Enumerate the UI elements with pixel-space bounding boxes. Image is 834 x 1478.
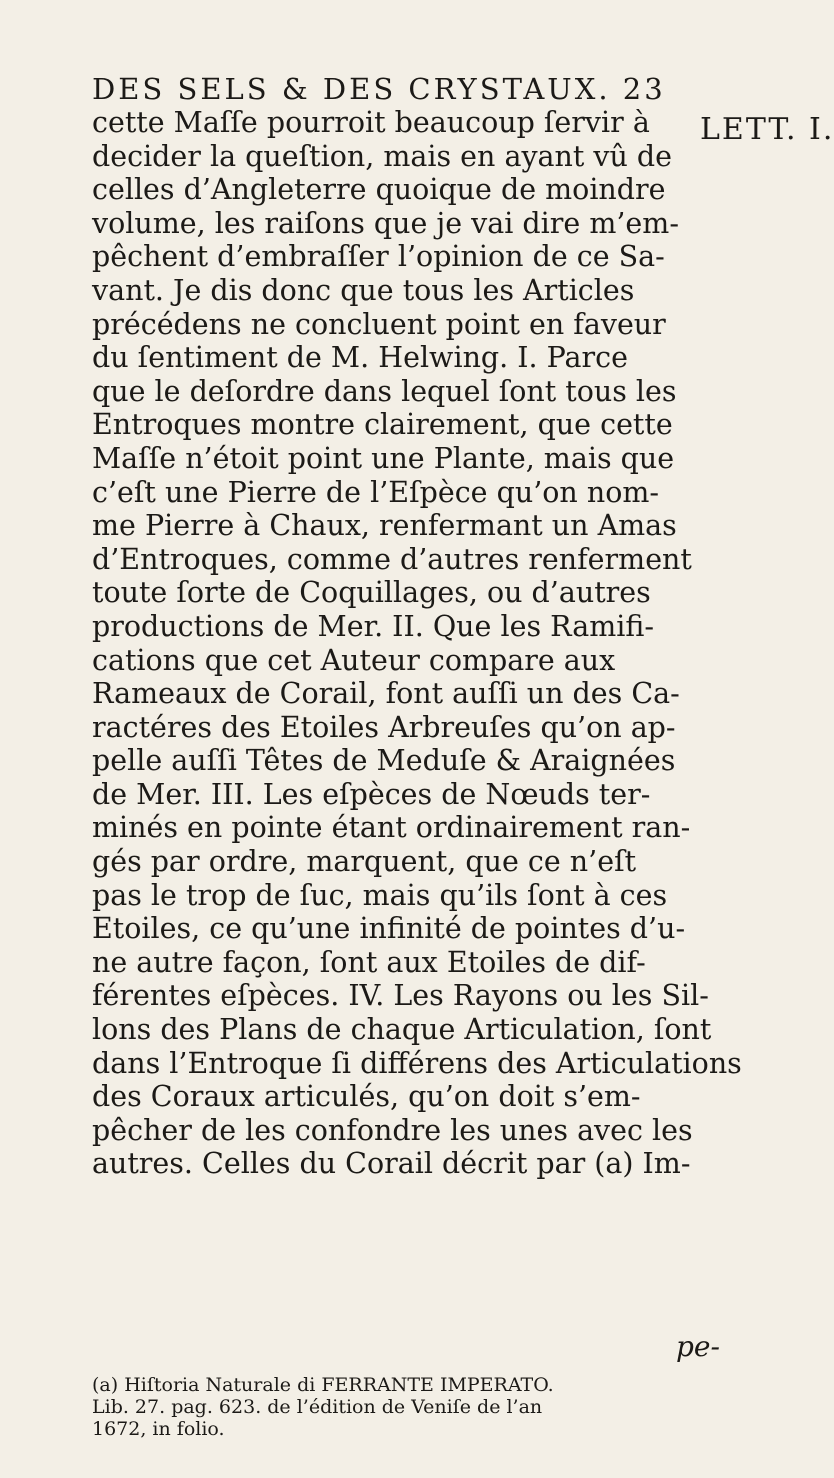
text-line: minés en pointe étant ordinairement ran- bbox=[92, 811, 691, 845]
text-line: que le deſordre dans lequel ſont tous les bbox=[92, 374, 677, 408]
text-line: précédens ne concluent point en faveur bbox=[92, 307, 666, 341]
text-line: lons des Plans de chaque Articulation, ſont bbox=[92, 1013, 712, 1047]
footnote-line: Lib. 27. pag. 623. de l’édition de Veniſe de l’an bbox=[92, 1396, 543, 1418]
text-line: pelle auſſi Têtes de Meduſe & Araignées bbox=[92, 744, 676, 778]
body-text bbox=[92, 106, 742, 1181]
text-line: Etoiles, ce qu’une infinité de pointes d’u- bbox=[92, 912, 686, 946]
text-line: pêcher de les confondre les unes avec les bbox=[92, 1113, 693, 1147]
catchword: pe- bbox=[676, 1330, 720, 1363]
text-line: c’eſt une Pierre de l’Eſpèce qu’on nom- bbox=[92, 475, 660, 509]
text-line: vant. Je dis donc que tous les Articles bbox=[92, 273, 635, 307]
text-line: ne autre façon, ſont aux Etoiles de dif- bbox=[92, 945, 646, 979]
text-line: productions de Mer. II. Que les Ramifi- bbox=[92, 609, 655, 643]
footnote-line: 1672, in folio. bbox=[92, 1418, 225, 1440]
margin-note-letter: LETT. I. bbox=[700, 112, 834, 147]
text-line: ractéres des Etoiles Arbreuſes qu’on ap- bbox=[92, 710, 676, 744]
text-line: du ſentiment de M. Helwing. I. Parce bbox=[92, 341, 629, 375]
text-line: cations que cet Auteur compare aux bbox=[92, 643, 616, 677]
text-line: des Coraux articulés, qu’on doit s’em- bbox=[92, 1080, 641, 1114]
footnote bbox=[92, 1374, 732, 1440]
text-line: d’Entroques, comme d’autres renferment bbox=[92, 542, 692, 576]
text-line: me Pierre à Chaux, renfermant un Amas bbox=[92, 509, 677, 543]
text-line: pas le trop de ſuc, mais qu’ils ſont à ces bbox=[92, 878, 668, 912]
text-line: dans l’Entroque ſi différens des Articulations bbox=[92, 1046, 742, 1080]
text-line: pêchent d’embraſſer l’opinion de ce Sa- bbox=[92, 240, 665, 274]
footnote-line: (a) Hiſtoria Naturale di FERRANTE IMPERATO. bbox=[92, 1374, 554, 1396]
text-line: autres. Celles du Corail décrit par (a) Im- bbox=[92, 1147, 691, 1181]
text-line: Maſſe n’étoit point une Plante, mais que bbox=[92, 441, 675, 475]
text-line: férentes eſpèces. IV. Les Rayons ou les Sil- bbox=[92, 979, 709, 1013]
text-line: decider la queſtion, mais en ayant vû de bbox=[92, 139, 673, 173]
text-line: Entroques montre clairement, que cette bbox=[92, 408, 673, 442]
text-line: Rameaux de Corail, font auſſi un des Ca- bbox=[92, 677, 680, 711]
running-head: DES SELS & DES CRYSTAUX. 23 bbox=[92, 72, 666, 106]
text-line: toute ſorte de Coquillages, ou d’autres bbox=[92, 576, 651, 610]
text-line: de Mer. III. Les eſpèces de Nœuds ter- bbox=[92, 777, 651, 811]
text-line: celles d’Angleterre quoique de moindre bbox=[92, 173, 666, 207]
text-line: gés par ordre, marquent, que ce n’eſt bbox=[92, 845, 637, 879]
text-line: cette Maſſe pourroit beaucoup ſervir à bbox=[92, 106, 650, 139]
text-line: volume, les raiſons que je vai dire m’em- bbox=[92, 206, 679, 240]
